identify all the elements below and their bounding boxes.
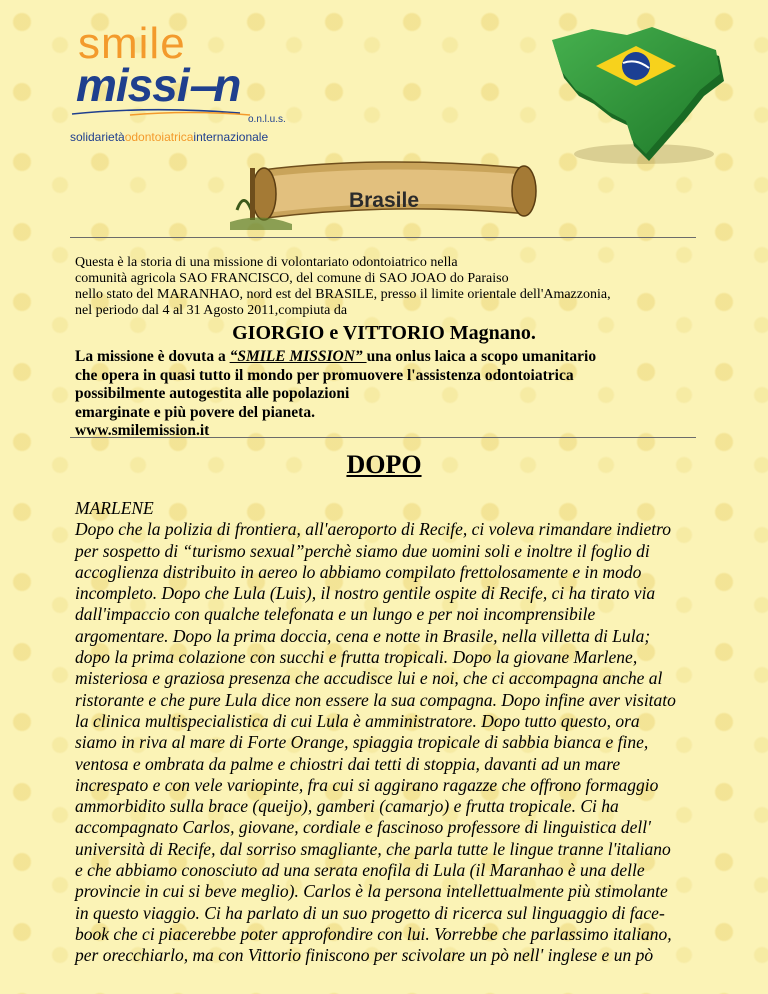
tagline-part-a: solidarietà — [70, 130, 125, 144]
story-line: provincie in cui si beve meglio). Carlos è la persona intellettualmente più stimolante — [75, 881, 668, 902]
story-line: argomentare. Dopo la prima doccia, cena e notte in Brasile, nella villetta di Lula; — [75, 625, 651, 646]
mission-line1-pre: La missione è dovuta a — [75, 348, 230, 365]
logo-onlus-text: o.n.l.u.s. — [248, 114, 286, 125]
intro-line: nel periodo dal 4 al 31 Agosto 2011,compiuta da — [75, 303, 348, 318]
story-line: ristorante e che pure Lula dice non essere la sua compagna. Dopo infine aver visitato — [75, 689, 676, 710]
website-link[interactable]: www.smilemission.it — [75, 422, 210, 439]
story-line: dopo la prima colazione con succhi e frutta tropicali. Dopo la giovane Marlene, — [75, 647, 638, 668]
story-line: incompleto. Dopo che Lula (Luis), il nostro gentile ospite di Recife, ci ha tirato via — [75, 583, 656, 604]
story-paragraph — [75, 498, 725, 967]
intro-paragraph — [75, 255, 715, 319]
intro-line: Questa è la storia di una missione di volontariato odontoiatrico nella — [75, 255, 458, 270]
intro-line: nello stato del MARANHAO, nord est del BRASILE, presso il limite orientale dell'Amazzonia, — [75, 287, 611, 302]
story-line: la clinica multispecialistica di cui Lula è amministratore. Dopo tutto questo, ora — [75, 710, 640, 731]
story-line: in questo viaggio. Ci ha parlato di un suo progetto di ricerca sul linguaggio di face- — [75, 902, 665, 923]
story-line: book che ci piacerebbe poter approfondire con lui. Vorrebbe che parlassimo italiano, — [75, 923, 672, 944]
story-line: per sospetto di “turismo sexual”perchè siamo due uomini soli e inoltre il foglio di — [75, 540, 650, 561]
mission-line — [75, 348, 715, 367]
story-line: misteriosa e graziosa presenza che accudisce lui e noi, che ci accompagna anche al — [75, 668, 663, 689]
story-line: dall'impaccio con qualche telefonata e un lungo e per noi incomprensibile — [75, 604, 596, 625]
story-line: per orecchiarlo, ma con Vittorio finiscono per scivolare un pò nell' inglese e un pò — [75, 945, 654, 966]
section-title: DOPO — [346, 450, 422, 479]
smile-mission-logo — [70, 19, 310, 144]
divider-top — [70, 237, 696, 238]
tagline-part-b: odontoiatrica — [124, 130, 194, 144]
logo-tagline — [70, 130, 268, 144]
banner-title: Brasile — [348, 189, 420, 212]
story-line: accoglienza distribuito in aereo lo abbiamo compilato frettolosamente e in modo — [75, 561, 642, 582]
mission-line: possibilmente autogestita alle popolazioni — [75, 385, 350, 402]
mission-line: che opera in quasi tutto il mondo per promuovere l'assistenza odontoiatrica — [75, 366, 574, 384]
story-line: Dopo che la polizia di frontiera, all'aeroporto di Recife, ci voleva rimandare indietro — [75, 519, 672, 540]
story-line: ventosa e ombrata da palme e chiostri dai tetti di stoppia, davanti ad un mare — [75, 753, 621, 774]
story-line: siamo in riva al mare di Forte Orange, spiaggia tropicale di sabbia bianca e fine, — [75, 732, 649, 753]
mission-line1-post: una onlus laica a scopo umanitario — [366, 348, 597, 365]
authors-heading: GIORGIO e VITTORIO Magnano. — [232, 322, 536, 344]
story-line: ammorbidito sulla brace (queijo), gamberi (camarjo) e frutta tropicale. Ci ha — [75, 796, 619, 817]
mission-highlight: “SMILE MISSION” — [229, 348, 367, 365]
logo-mission-text: missi‒n — [76, 59, 241, 111]
brazil-flag-map-icon — [534, 26, 734, 176]
story-line: increspato e con vele variopinte, fra cui si aggirano ragazze che offrono formaggio — [75, 774, 659, 795]
story-line: accompagnato Carlos, giovane, cordiale e fascinoso professore di linguistica dell' — [75, 817, 651, 838]
divider-bottom — [70, 437, 696, 438]
story-line: università di Recife, dal sorriso smagliante, che parla tutte le lingue tranne l'italiano — [75, 838, 671, 859]
story-line: e che abbiamo conosciuto ad una serata enofila di Lula (il Maranhao è una delle — [75, 860, 645, 881]
mission-paragraph — [75, 348, 715, 441]
mission-line: emarginate e più povere del pianeta. — [75, 403, 315, 421]
tagline-part-c: internazionale — [193, 130, 269, 144]
intro-line: comunità agricola SAO FRANCISCO, del comune di SAO JOAO do Paraiso — [75, 271, 509, 286]
logo-smile-text: smile — [78, 19, 186, 68]
story-line: MARLENE — [75, 498, 154, 518]
